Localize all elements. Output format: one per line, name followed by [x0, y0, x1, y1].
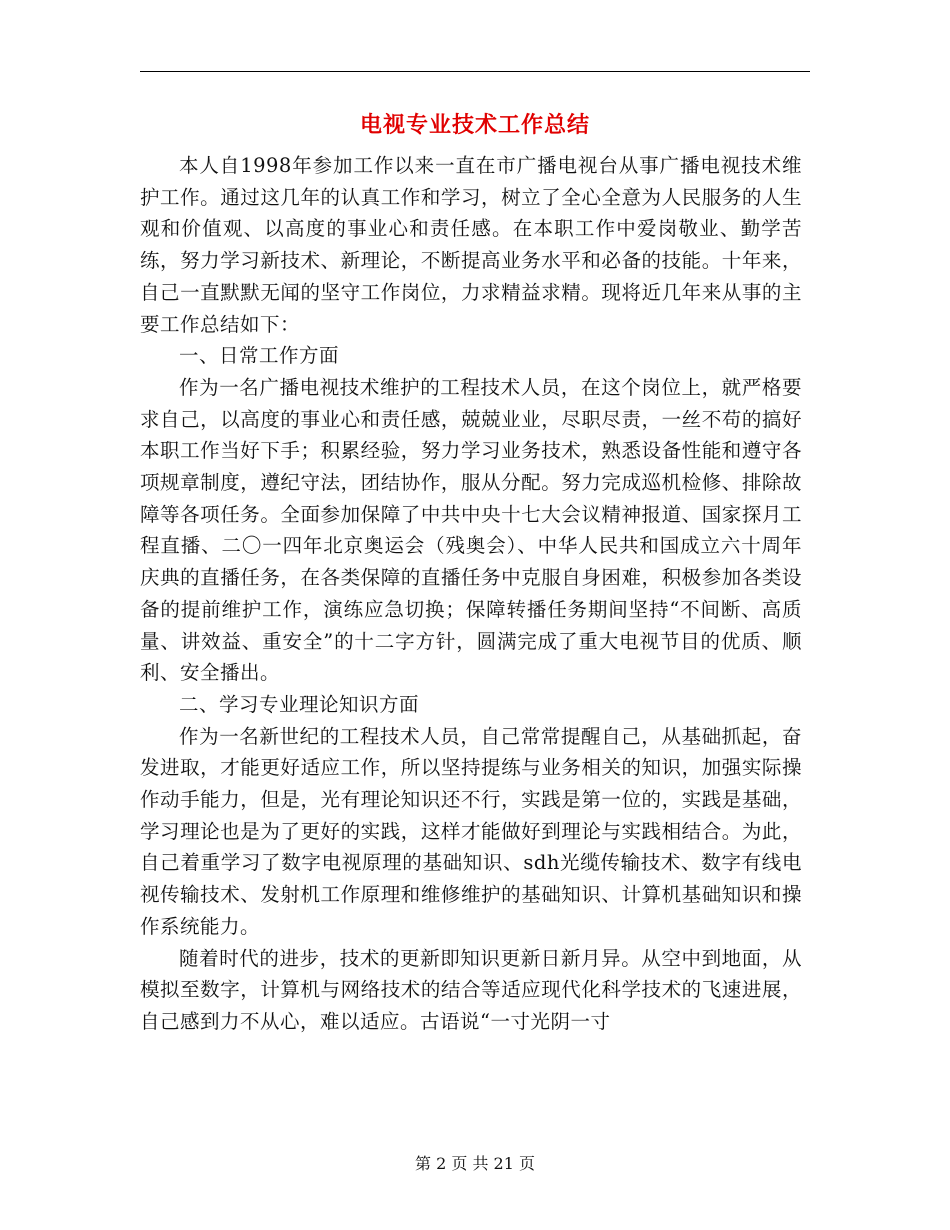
progress-paragraph: 随着时代的进步，技术的更新即知识更新日新月异。从空中到地面，从模拟至数字，计算机与网络技术的结合等适应现代化科学技术的飞速进展，自己感到力不从心，难以适应。古语说“一寸光阴一寸: [140, 946, 802, 1033]
document-title: 电视专业技术工作总结: [359, 112, 590, 138]
daily-work-paragraph: 作为一名广播电视技术维护的工程技术人员，在这个岗位上，就严格要求自己，以高度的事业心和责任感，兢兢业业，尽职尽责，一丝不苟的搞好本职工作当好下手；积累经验，努力学习业务技术，熟悉设备性能和遵守各项规章制度，遵纪守法，团结协作，服从分配。努力完成巡机检修、排除故障等各项任务。全面参加保障了中共中央十七大会议精神报道、国家探月工程直播、二〇一四年北京奥运会（残奥会）、中华人民共和国成立六十周年庆典的直播任务，在各类保障的直播任务中克服自身困难，积极参加各类设备的提前维护工作，演练应急切换；保障转播任务期间坚持“不间断、高质量、讲效益、重安全”的十二字方针，圆满完成了重大电视节目的优质、顺利、安全播出。: [140, 375, 802, 685]
section-heading-daily-work: 一、日常工作方面: [179, 344, 340, 368]
header-rule: [140, 71, 810, 72]
document-body: [140, 150, 802, 1038]
theory-study-paragraph: 作为一名新世纪的工程技术人员，自己常常提醒自己，从基础抓起，奋发进取，才能更好适应工作，所以坚持提练与业务相关的知识，加强实际操作动手能力，但是，光有理论知识还不行，实践是第一位的，实践是基础，学习理论也是为了更好的实践，这样才能做好到理论与实践相结合。为此，自己着重学习了数字电视原理的基础知识、sdh光缆传输技术、数字有线电视传输技术、发射机工作原理和维修维护的基础知识、计算机基础知识和操作系统能力。: [140, 724, 802, 938]
page-footer: 第 2 页 共 21 页: [415, 1154, 535, 1173]
intro-paragraph: 本人自1998年参加工作以来一直在市广播电视台从事广播电视技术维护工作。通过这几年的认真工作和学习，树立了全心全意为人民服务的人生观和价值观、以高度的事业心和责任感。在本职工作中爱岗敬业、勤学苦练，努力学习新技术、新理论，不断提高业务水平和必备的技能。十年来，自己一直默默无闻的坚守工作岗位，力求精益求精。现将近几年来从事的主要工作总结如下：: [140, 154, 802, 336]
section-heading-theory-study: 二、学习专业理论知识方面: [179, 692, 420, 716]
